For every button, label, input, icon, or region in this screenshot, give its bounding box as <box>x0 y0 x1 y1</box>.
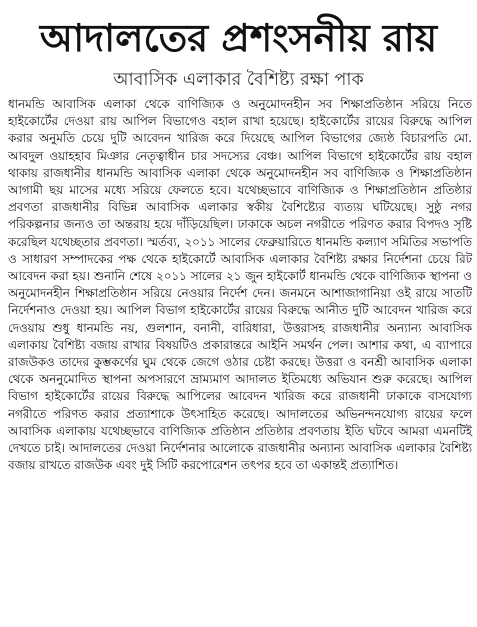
headline: আদালতের প্রশংসনীয় রায় <box>39 15 438 60</box>
article-body: ধানমন্ডি আবাসিক এলাকা থেকে বাণিজ্যিক ও অনুমোদনহীন সব শিক্ষাপ্রতিষ্ঠান সরিয়ে নিতে হাইকোর্টের দেওয়া রায় আপিল বিভাগেও বহাল রাখা হয়েছে। হাইকোর্টের রায়ের বিরুদ্ধে আপিল করার অনুমতি চেয়ে দুটি আবেদন খারিজ করে দিয়েছে আপিল বিভাগের জ্যেষ্ঠ বিচারপতি মো. আবদুল ওয়াহহাব মিঞার নেতৃত্বাধীন চার সদস্যের বেঞ্চ। আপিল বিভাগে হাইকোর্টের রায় বহাল থাকায় রাজধানীর ধানমন্ডি আবাসিক এলাকা থেকে অনুমোদনহীন সব বাণিজ্যিক ও শিক্ষাপ্রতিষ্ঠান আগামী ছয় মাসের মধ্যে সরিয়ে ফেলতে হবে। যথেচ্ছভাবে বাণিজ্যিক ও শিক্ষাপ্রতিষ্ঠান প্রতিষ্ঠার প্রবণতা রাজধানীর বিভিন্ন আবাসিক এলাকার স্বকীয় বৈশিষ্ট্যের ব্যত্যয় ঘটিয়েছে। সুষ্ঠু নগর পরিকল্পনার জন্যও তা অন্তরায় হয়ে দাঁড়িয়েছিল। ঢাকাকে অচল নগরীতে পরিণত করার বিপদও সৃষ্টি করেছিল যথেচ্ছতার প্রবণতা। স্মর্তব্য, ২০১১ সালের ফেব্রুয়ারিতে ধানমন্ডি কল্যাণ সমিতির সভাপতি ও সাধারণ সম্পাদকের পক্ষ থেকে হাইকোর্টে আবাসিক এলাকার বৈশিষ্ট্য রক্ষার নির্দেশনা চেয়ে রিট আবেদন করা হয়। শুনানি শেষে ২০১১ সালের ২১ জুন হাইকোর্ট ধানমন্ডি থেকে বাণিজ্যিক স্থাপনা ও অনুমোদনহীন শিক্ষাপ্রতিষ্ঠান সরিয়ে নেওয়ার নির্দেশ দেন। জনমনে আশাজাগানিয়া ওই রায়ে সাতটি নির্দেশনাও দেওয়া হয়। আপিল বিভাগ হাইকোর্টের রায়ের বিরুদ্ধে আনীত দুটি আবেদন খারিজ করে দেওয়ায় শুধু ধানমন্ডি নয়, গুলশান, বনানী, বারিধারা, উত্তরাসহ রাজধানীর অন্যান্য আবাসিক এলাকায় বৈশিষ্ট্য বজায় রাখার বিষয়টিও প্রকারান্তরে আইনি সমর্থন পেল। আশার কথা, এ ব্যাপারে রাজউকও তাদের কুম্ভকর্ণের ঘুম থেকে জেগে ওঠার চেষ্টা করছে। উত্তরা ও বনশ্রী আবাসিক এলাকা থেকে অননুমোদিত স্থাপনা অপসারণে ভ্রাম্যমাণ আদালত ইতিমধ্যে অভিযান শুরু করেছে। আপিল বিভাগ হাইকোর্টের রায়ের বিরুদ্ধে আপিলের আবেদন খারিজ করে রাজধানী ঢাকাকে বাসযোগ্য নগরীতে পরিণত করার প্রত্যাশাকে উৎসাহিত করেছে। আদালতের অভিনন্দনযোগ্য রায়ের ফলে আবাসিক এলাকায় যথেচ্ছভাবে বাণিজ্যিক প্রতিষ্ঠান প্রতিষ্ঠার প্রবণতায় ইতি ঘটবে আমরা এমনটিই দেখতে চাই। আদালতের দেওয়া নির্দেশনার আলোকে রাজধানীর অন্যান্য আবাসিক এলাকার বৈশিষ্ট্য বজায় রাখতে রাজউক এবং দুই সিটি করপোরেশন তৎপর হবে তা একান্তই প্রত্যাশিত। <box>8 97 472 473</box>
subheadline: আবাসিক এলাকার বৈশিষ্ট্য রক্ষা পাক <box>113 70 364 90</box>
